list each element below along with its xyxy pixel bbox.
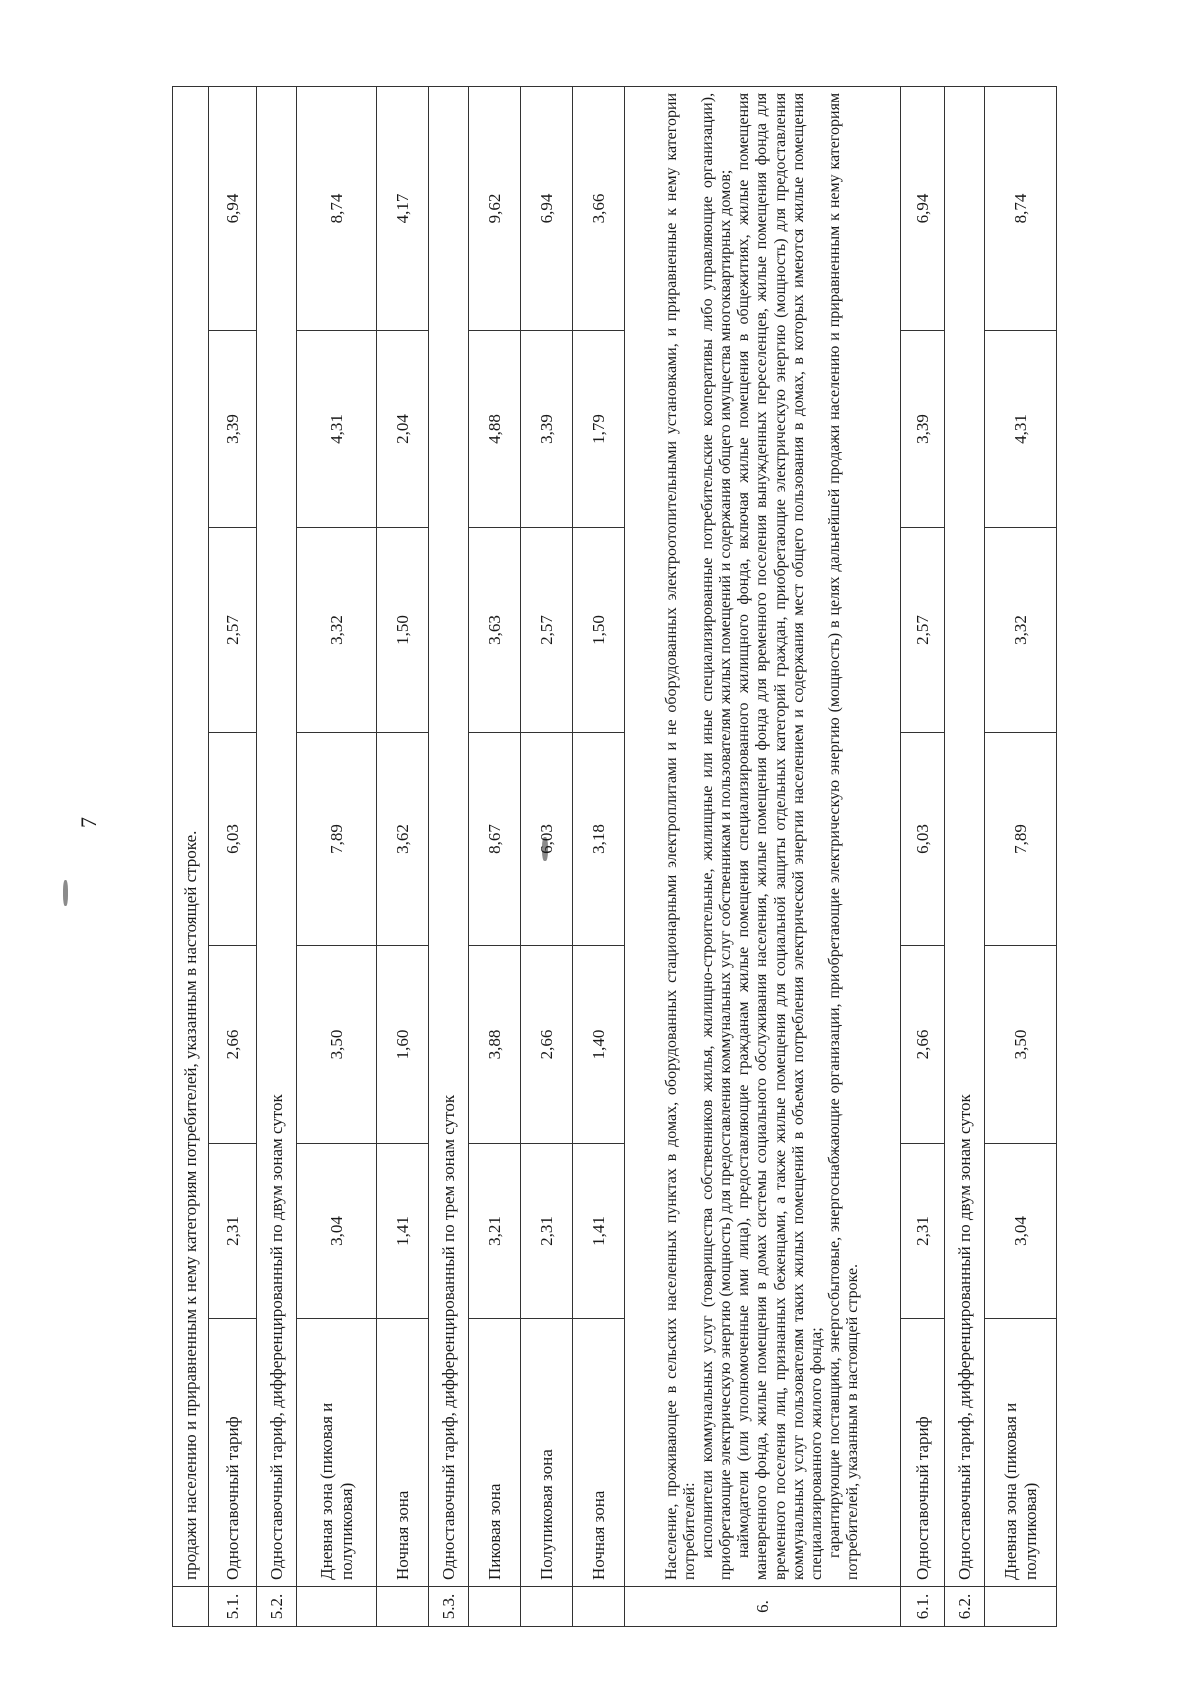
tariff-value-cell: 2,31	[209, 1144, 257, 1319]
table-row	[469, 86, 521, 1626]
tariff-value-cell: 3,32	[297, 528, 377, 733]
table-row	[209, 86, 257, 1626]
row-number-cell	[297, 1587, 377, 1627]
tariff-value-cell: 3,88	[469, 946, 521, 1144]
table-row	[377, 86, 429, 1626]
tariff-value-cell: 6,94	[521, 86, 573, 330]
description-paragraph: наймодатели (или уполномоченные ими лица), предоставляющие гражданам жилые помещения специализированного жилищного фонда, включая жилые помещения в общежитиях, жилые помещения маневренного фонда, жилые помещения в домах системы социального обслуживания населения, жилые помещения фонда для временного поселения вынужденных переселенцев, жилые помещения фонда для временного поселения лиц, признанных беженцами, а также жилые помещения для социальной защиты отдельных категорий граждан, приобретающие электрическую энергию (мощность) для предоставления коммунальных услуг пользователям таких жилых помещений в объемах потребления электрической энергии населением и содержания мест общего пользования в домах, в которых имеются жилые помещения специализированного жилого фонда;	[735, 92, 825, 1580]
tariff-value-cell: 3,39	[521, 331, 573, 528]
tariff-value-cell: 1,60	[377, 946, 429, 1144]
continuation-text: продажи населению и приравненным к нему категориям потребителей, указанным в настоящей строке.	[173, 86, 209, 1586]
tariff-group-heading: Одноставочный тариф, дифференцированный по двум зонам суток	[945, 86, 985, 1586]
tariff-value-cell: 6,03	[209, 733, 257, 946]
tariff-value-cell: 3,32	[985, 528, 1057, 733]
tariff-value-cell: 2,57	[901, 528, 945, 733]
row-number-cell	[573, 1587, 625, 1627]
tariff-value-cell: 1,50	[573, 528, 625, 733]
tariff-value-cell: 2,57	[209, 528, 257, 733]
tariff-value-cell: 8,74	[985, 86, 1057, 330]
tariff-label-cell: Одноставочный тариф	[209, 1319, 257, 1587]
scan-speck	[63, 880, 68, 906]
tariff-value-cell: 8,74	[297, 86, 377, 330]
row-number-cell: 6.	[625, 1587, 901, 1627]
tariff-label-cell: Полупиковая зона	[521, 1319, 573, 1587]
tariff-label-cell: Дневная зона (пиковая и полупиковая)	[297, 1319, 377, 1587]
tariff-value-cell: 1,41	[377, 1144, 429, 1319]
row-number-cell: 5.2.	[257, 1587, 297, 1627]
table-row	[257, 86, 297, 1626]
tariff-value-cell: 3,50	[297, 946, 377, 1144]
tariff-label-cell: Ночная зона	[573, 1319, 625, 1587]
tariff-value-cell: 2,66	[209, 946, 257, 1144]
tariff-value-cell: 4,88	[469, 331, 521, 528]
description-paragraph: гарантирующие поставщики, энергосбытовые, энергоснабжающие организации, приобретающие электрическую энергию (мощность) в целях дальнейшей продажи населению и приравненным к нему категориям потребителей, указанным в настоящей строке.	[825, 92, 861, 1580]
row-number-cell	[173, 1587, 209, 1627]
tariff-value-cell: 3,39	[901, 331, 945, 528]
tariff-value-cell: 4,17	[377, 86, 429, 330]
table-row	[573, 86, 625, 1626]
tariff-value-cell: 6,94	[901, 86, 945, 330]
tariff-value-cell: 2,31	[901, 1144, 945, 1319]
table-row	[429, 86, 469, 1626]
tariff-value-cell: 1,41	[573, 1144, 625, 1319]
tariff-value-cell: 2,66	[901, 946, 945, 1144]
tariff-value-cell: 1,40	[573, 946, 625, 1144]
consumer-category-description	[625, 86, 901, 1586]
row-number-cell	[377, 1587, 429, 1627]
tariff-value-cell: 9,62	[469, 86, 521, 330]
page-number: 7	[76, 817, 101, 828]
tariff-value-cell: 6,03	[521, 733, 573, 946]
tariff-value-cell: 2,57	[521, 528, 573, 733]
table-row	[945, 86, 985, 1626]
table-row	[985, 86, 1057, 1626]
tariff-label-cell: Ночная зона	[377, 1319, 429, 1587]
tariff-value-cell: 7,89	[297, 733, 377, 946]
tariff-value-cell: 2,66	[521, 946, 573, 1144]
tariff-table	[172, 86, 1057, 1627]
tariff-label-cell: Дневная зона (пиковая и полупиковая)	[985, 1319, 1057, 1587]
tariff-value-cell: 3,66	[573, 86, 625, 330]
row-number-cell: 5.1.	[209, 1587, 257, 1627]
row-number-cell: 5.3.	[429, 1587, 469, 1627]
row-number-cell	[521, 1587, 573, 1627]
tariff-value-cell: 2,04	[377, 331, 429, 528]
tariff-value-cell: 3,21	[469, 1144, 521, 1319]
tariff-value-cell: 4,31	[985, 331, 1057, 528]
row-number-cell: 6.1.	[901, 1587, 945, 1627]
tariff-value-cell: 3,63	[469, 528, 521, 733]
table-body	[173, 86, 1057, 1626]
tariff-value-cell: 2,31	[521, 1144, 573, 1319]
tariff-value-cell: 3,39	[209, 331, 257, 528]
row-number-cell: 6.2.	[945, 1587, 985, 1627]
description-paragraph: исполнители коммунальных услуг (товарищества собственников жилья, жилищно-строительные, жилищные или иные специализированные потребительские кооперативы либо управляющие организации), приобретающие электрическую энергию (мощность) для предоставления коммунальных услуг собственникам и пользователям жилых помещений и содержания общего имущества многоквартирных домов;	[699, 92, 735, 1580]
row-number-cell	[985, 1587, 1057, 1627]
table-row	[625, 86, 901, 1626]
tariff-value-cell: 6,03	[901, 733, 945, 946]
tariff-value-cell: 3,50	[985, 946, 1057, 1144]
description-paragraph: Население, проживающее в сельских населенных пунктах в домах, оборудованных стационарными электроплитами и не оборудованных электроотопительными установками, и приравненные к нему категории потребителей:	[663, 92, 699, 1580]
tariff-value-cell: 1,79	[573, 331, 625, 528]
table-row	[297, 86, 377, 1626]
tariff-value-cell: 3,04	[297, 1144, 377, 1319]
tariff-value-cell: 8,67	[469, 733, 521, 946]
tariff-value-cell: 6,94	[209, 86, 257, 330]
tariff-value-cell: 1,50	[377, 528, 429, 733]
tariff-label-cell: Пиковая зона	[469, 1319, 521, 1587]
tariff-group-heading: Одноставочный тариф, дифференцированный по двум зонам суток	[257, 86, 297, 1586]
continuation-row	[173, 86, 209, 1626]
tariff-value-cell: 3,62	[377, 733, 429, 946]
tariff-label-cell: Одноставочный тариф	[901, 1319, 945, 1587]
tariff-value-cell: 4,31	[297, 331, 377, 528]
table-row	[901, 86, 945, 1626]
tariff-value-cell: 3,18	[573, 733, 625, 946]
tariff-group-heading: Одноставочный тариф, дифференцированный по трем зонам суток	[429, 86, 469, 1586]
tariff-value-cell: 7,89	[985, 733, 1057, 946]
tariff-value-cell: 3,04	[985, 1144, 1057, 1319]
row-number-cell	[469, 1587, 521, 1627]
rotated-table-container	[172, 87, 1056, 1627]
table-row	[521, 86, 573, 1626]
